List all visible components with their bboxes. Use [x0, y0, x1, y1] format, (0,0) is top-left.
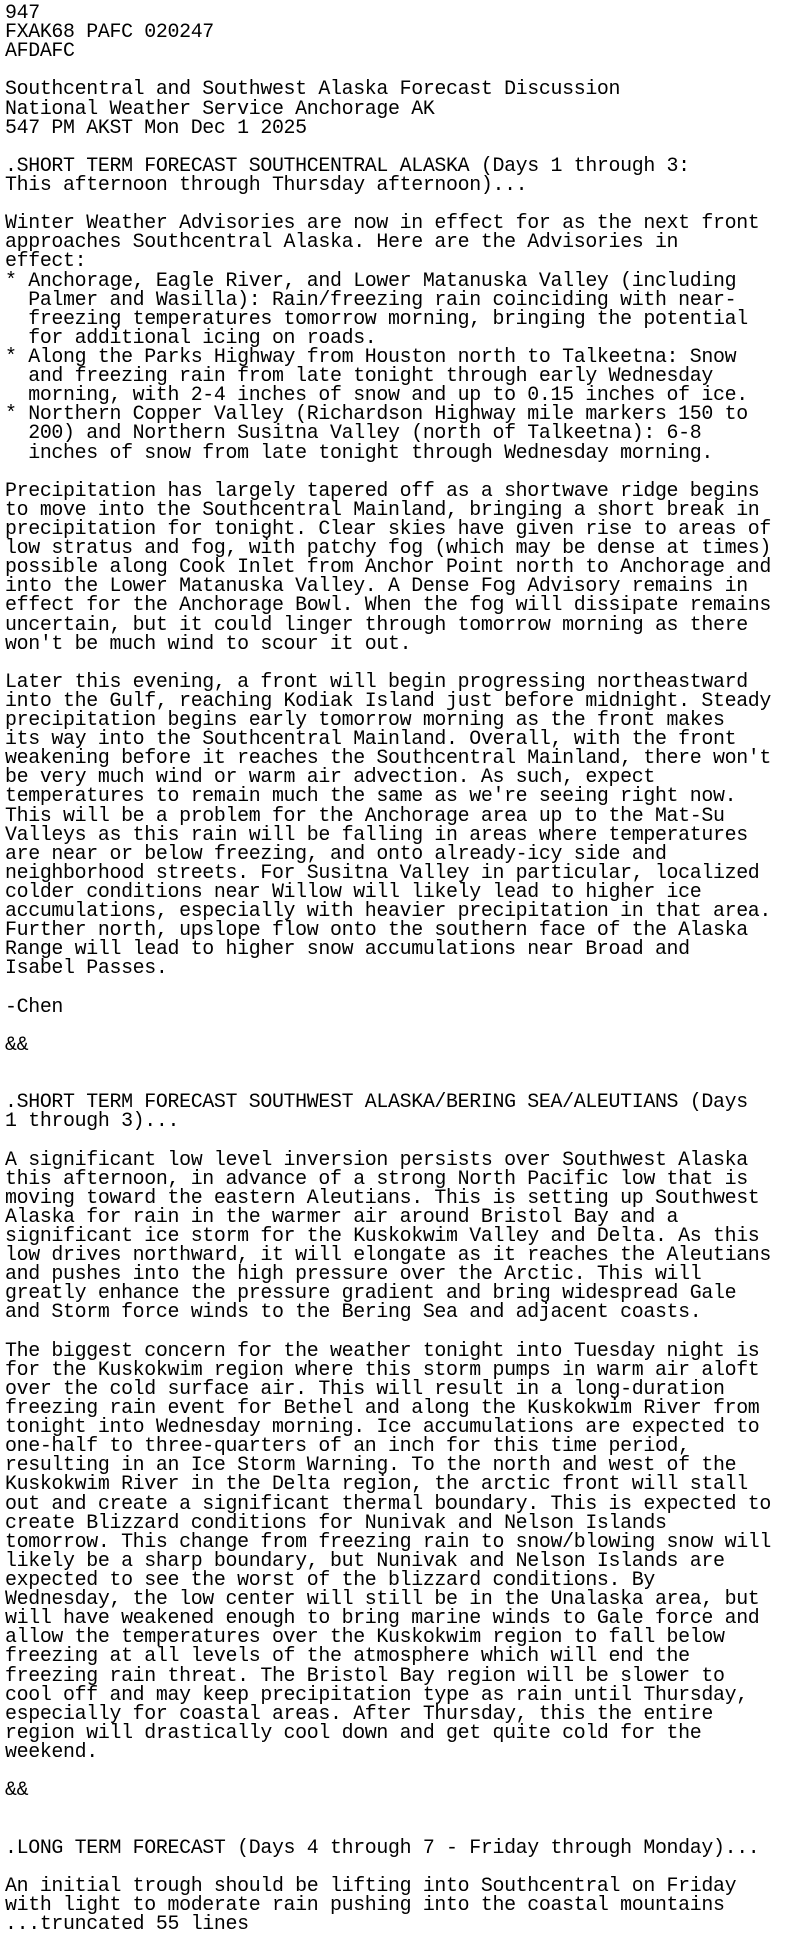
text-line: colder conditions near Willow will likely lead to higher ice [5, 880, 702, 904]
text-line: .SHORT TERM FORECAST SOUTHCENTRAL ALASKA (Days 1 through 3: [5, 153, 690, 177]
text-line: low drives northward, it will elongate as it reaches the Aleutians [5, 1243, 772, 1267]
text-line: this afternoon, in advance of a strong North Pacific low that is [5, 1166, 748, 1190]
text-line: and freezing rain from late tonight through early Wednesday [5, 364, 713, 388]
text-line [5, 1818, 771, 1837]
text-line: possible along Cook Inlet from Anchor Point north to Anchorage and [5, 555, 772, 579]
text-line: precipitation for tonight. Clear skies have given rise to areas of [5, 516, 772, 540]
text-line: approaches Southcentral Alaska. Here are the Advisories in [5, 230, 679, 254]
text-line: freezing rain threat. The Bristol Bay region will be slower to [5, 1663, 725, 1687]
text-line: tonight into Wednesday morning. Ice accumulations are expected to [5, 1415, 760, 1439]
text-line [5, 462, 771, 481]
text-line: precipitation begins early tomorrow morning as the front makes [5, 708, 725, 732]
text-line: over the cold surface air. This will result in a long-duration [5, 1376, 725, 1400]
text-line: -Chen [5, 994, 64, 1018]
text-line: its way into the Southcentral Mainland. Overall, with the front [5, 727, 737, 751]
text-line: with light to moderate rain pushing into the coastal mountains [5, 1892, 725, 1916]
text-line: 547 PM AKST Mon Dec 1 2025 [5, 115, 307, 139]
text-line: be very much wind or warm air advection. As such, expect [5, 765, 655, 789]
text-line: effect for the Anchorage Bowl. When the fog will dissipate remains [5, 593, 772, 617]
text-line: Valleys as this rain will be falling in areas where temperatures [5, 822, 748, 846]
text-line: Wednesday, the low center will still be in the Unalaska area, but [5, 1587, 760, 1611]
text-line: 1 through 3)... [5, 1109, 180, 1133]
text-line: Southcentral and Southwest Alaska Forecast Discussion [5, 77, 621, 101]
text-line: resulting in an Ice Storm Warning. To the north and west of the [5, 1453, 737, 1477]
text-line: Kuskokwim River in the Delta region, the arctic front will stall [5, 1472, 748, 1496]
text-line: won't be much wind to scour it out. [5, 631, 412, 655]
text-line: create Blizzard conditions for Nunivak and Nelson Islands [5, 1510, 667, 1534]
text-line: Further north, upslope flow onto the southern face of the Alaska [5, 918, 748, 942]
text-line [5, 1054, 771, 1073]
text-line: significant ice storm for the Kuskokwim Valley and Delta. As this [5, 1224, 760, 1247]
text-line: are near or below freezing, and onto already-icy side and [5, 841, 667, 865]
text-line: likely be a sharp boundary, but Nunivak and Nelson Islands are [5, 1548, 725, 1572]
text-line: An initial trough should be lifting into Southcentral on Friday [5, 1873, 737, 1897]
text-line: freezing at all levels of the atmosphere which will end the [5, 1644, 690, 1668]
text-line: Winter Weather Advisories are now in effect for as the next front [5, 211, 760, 235]
text-line: .SHORT TERM FORECAST SOUTHWEST ALASKA/BERING SEA/ALEUTIANS (Days [5, 1090, 748, 1114]
text-line: Palmer and Wasilla): Rain/freezing rain coinciding with near- [5, 287, 737, 311]
text-line: into the Lower Matanuska Valley. A Dense Fog Advisory remains in [5, 574, 748, 598]
text-line: inches of snow from late tonight through Wednesday morning. [5, 440, 713, 464]
text-line: Isabel Passes. [5, 956, 168, 980]
text-line: cool off and may keep precipitation type as rain until Thursday, [5, 1682, 748, 1706]
text-line: This will be a problem for the Anchorage area up to the Mat-Su [5, 803, 725, 827]
text-line: for the Kuskokwim region where this storm pumps in warm air aloft [5, 1357, 760, 1381]
text-line: AFDAFC [5, 39, 75, 63]
text-line: temperatures to remain much the same as we're seeing right now. [5, 784, 737, 808]
text-line: Range will lead to higher snow accumulations near Broad and [5, 937, 690, 961]
text-line: to move into the Southcentral Mainland, bringing a short break in [5, 497, 760, 521]
text-line: tomorrow. This change from freezing rain to snow/blowing snow will [5, 1529, 772, 1553]
text-line: National Weather Service Anchorage AK [5, 96, 435, 120]
forecast-discussion-text [5, 3, 771, 1933]
text-line: will have weakened enough to bring marine winds to Gale force and [5, 1606, 760, 1630]
text-line [5, 978, 771, 997]
text-line: and Storm force winds to the Bering Sea and adjacent coasts. [5, 1300, 702, 1324]
text-line: one-half to three-quarters of an inch for this time period, [5, 1434, 690, 1458]
text-line [5, 1857, 771, 1876]
text-line: for additional icing on roads. [5, 325, 377, 349]
text-line: freezing temperatures tomorrow morning, bringing the potential [5, 306, 748, 330]
text-line: 200) and Northern Susitna Valley (north of Talkeetna): 6-8 [5, 421, 702, 445]
text-line [5, 1761, 771, 1780]
text-line: effect: [5, 249, 87, 273]
text-line: ...truncated 55 lines [5, 1911, 249, 1935]
text-line: Alaska for rain in the warmer air around Bristol Bay and a [5, 1204, 679, 1228]
text-line: * Along the Parks Highway from Houston north to Talkeetna: Snow [5, 344, 737, 368]
text-line: Later this evening, a front will begin progressing northeastward [5, 669, 748, 693]
text-line: && [5, 1778, 29, 1802]
text-line: 947 [5, 1, 40, 24]
text-line: * Northern Copper Valley (Richardson Highway mile markers 150 to [5, 402, 748, 426]
text-line [5, 1322, 771, 1341]
text-line: out and create a significant thermal boundary. This is expected to [5, 1491, 772, 1515]
text-line: low stratus and fog, with patchy fog (which may be dense at times) [5, 536, 772, 560]
text-line: weekend. [5, 1739, 98, 1763]
text-line [5, 137, 771, 156]
text-line: region will drastically cool down and get quite cold for the [5, 1720, 702, 1744]
text-line [5, 1130, 771, 1149]
text-line: uncertain, but it could linger through tomorrow morning as there [5, 612, 748, 636]
text-line: The biggest concern for the weather tonight into Tuesday night is [5, 1338, 760, 1362]
text-line: FXAK68 PAFC 020247 [5, 20, 214, 44]
text-line: weakening before it reaches the Southcentral Mainland, there won't [5, 746, 772, 770]
text-line: A significant low level inversion persists over Southwest Alaska [5, 1147, 748, 1171]
text-line: This afternoon through Thursday afternoon)... [5, 172, 528, 196]
text-line: and pushes into the high pressure over the Arctic. This will [5, 1262, 702, 1286]
text-line [5, 1016, 771, 1035]
text-line: .LONG TERM FORECAST (Days 4 through 7 - Friday through Monday)... [5, 1835, 760, 1859]
text-line: accumulations, especially with heavier precipitation in that area. [5, 899, 772, 923]
text-line: expected to see the worst of the blizzard conditions. By [5, 1567, 655, 1591]
text-line: * Anchorage, Eagle River, and Lower Matanuska Valley (including [5, 268, 737, 292]
text-line: freezing rain event for Bethel and along the Kuskokwim River from [5, 1395, 760, 1419]
text-line: especially for coastal areas. After Thursday, this the entire [5, 1701, 713, 1725]
text-line: moving toward the eastern Aleutians. This is setting up Southwest [5, 1185, 760, 1209]
text-line [5, 653, 771, 672]
text-line: neighborhood streets. For Susitna Valley in particular, localized [5, 860, 760, 884]
text-line: greatly enhance the pressure gradient and bring widespread Gale [5, 1281, 737, 1305]
text-line: allow the temperatures over the Kuskokwim region to fall below [5, 1625, 725, 1649]
text-line: Precipitation has largely tapered off as a shortwave ridge begins [5, 478, 760, 502]
text-line [5, 1799, 771, 1818]
text-line: && [5, 1032, 29, 1056]
text-line: into the Gulf, reaching Kodiak Island just before midnight. Steady [5, 688, 772, 712]
text-line: morning, with 2-4 inches of snow and up to 0.15 inches of ice. [5, 383, 748, 407]
